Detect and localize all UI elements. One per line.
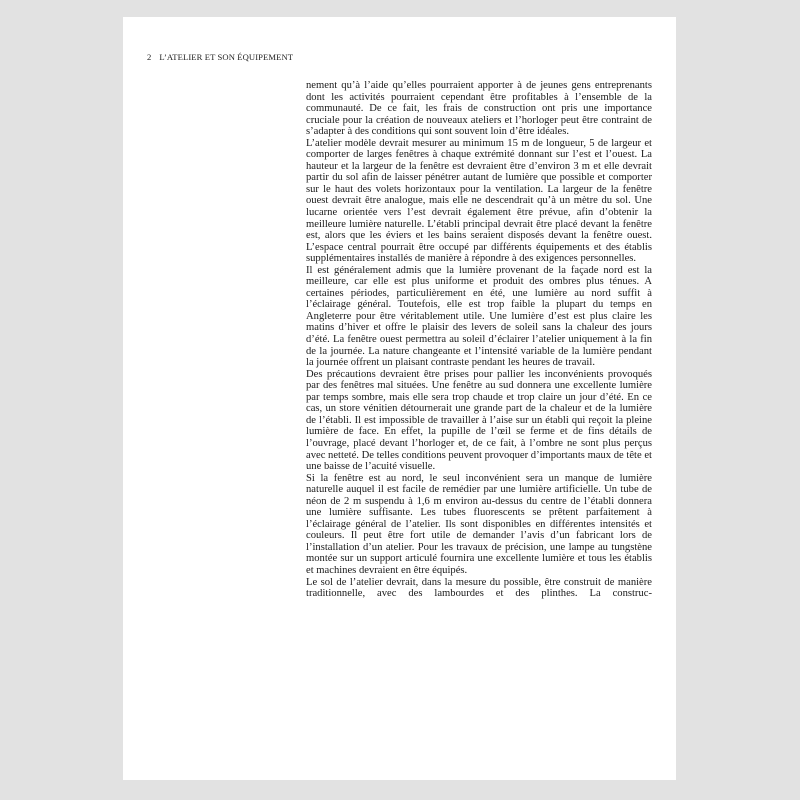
document-page (123, 17, 676, 780)
body-text (306, 80, 652, 600)
paragraph: Des précautions devraient être prises pour pallier les inconvénients provoqués par des fenêtres mal situées. Une fenêtre au sud donnera une excellente lumière par temps sombre, mais elle sera trop chaude et trop claire un jour d’été. En ce cas, un store vénitien détournerait une grande part de la chaleur et de la lumière de l’établi. Il est impossible de travailler à l’aise sur un établi qui reçoit la pleine lumière de face. En effet, la pupille de l’œil se ferme et de fins détails de l’ouvrage, placé devant l’horloger et, de ce fait, à l’ombre ne sont plus perçus avec netteté. De telles conditions peuvent provoquer d’importants maux de tête et une baisse de l’acuité visuelle. (306, 368, 652, 473)
paragraph: Si la fenêtre est au nord, le seul inconvénient sera un manque de lumière naturelle auquel il est facile de remédier par une lumière artificielle. Un tube de néon de 2 m suspendu à 1,6 m environ au-dessus du centre de l’établi donnera une lumière suffisante. Les tubes fluorescents se prêtent parfaitement à l’éclairage général de l’atelier. Ils sont disponibles en différentes intensités et couleurs. Il peut être fort utile de demander l’avis d’un fabricant lors de l’installation d’un atelier. Pour les travaux de précision, une lampe au tungstène montée sur un support articulé fournira une excellente lumière et tous les établis et machines devraient en être équipés. (306, 472, 652, 576)
paragraph: nement qu’à l’aide qu’elles pourraient apporter à de jeunes gens entreprenants dont les activités pourraient cependant être profitables à l’ensemble de la communauté. De ce fait, les frais de construction ont pris une importance cruciale pour la création de nouveaux ateliers et l’horloger peut être contraint de s’adapter à des conditions qui sont souvent loin d’être idéales. (306, 80, 652, 138)
paragraph: L’atelier modèle devrait mesurer au minimum 15 m de longueur, 5 de largeur et comporter de larges fenêtres à chaque extrémité donnant sur l’est et l’ouest. La hauteur et la largeur de la fenêtre est devraient être d’environ 3 m et elle devrait partir du sol afin de laisser pénétrer autant de lumière que possible et comporter sur le haut des volets horizontaux pour la ventilation. La largeur de la fenêtre ouest devrait être analogue, mais elle ne descendrait qu’à un mètre du sol. Une lucarne orientée vers l’est devrait également être prévue, afin d’obtenir la meilleure lumière naturelle. L’établi principal devrait être placé devant la fenêtre est, alors que les éviers et les bains seraient disposés devant la fenêtre ouest. L’espace central pourrait être occupé par différents équipements et des établis supplémentaires installés de manière à répondre à des exigences personnelles. (306, 137, 652, 265)
paragraph: Il est généralement admis que la lumière provenant de la façade nord est la meilleure, car elle est plus uniforme et produit des ombres plus ténues. A certaines périodes, particulièrement en été, une lumière au nord suffit à l’éclairage général. Toutefois, elle est trop faible la plupart du temps en Angleterre pour être véritablement utile. Une lumière d’est est plus claire les matins d’hiver et offre le plaisir des levers de soleil sans la chaleur des jours d’été. La fenêtre ouest permettra au soleil d’éclairer l’atelier uniquement à la fin de la journée. La nature changeante et l’intensité variable de la lumière pendant la journée offrent un plaisant contraste pendant les heures de travail. (306, 264, 652, 369)
running-header (147, 52, 293, 62)
paragraph: Le sol de l’atelier devrait, dans la mesure du possible, être construit de manière traditionnelle, avec des lambourdes et des plinthes. La construc- (306, 576, 652, 600)
page-number: 2 (147, 52, 152, 62)
running-title: L’ATELIER ET SON ÉQUIPEMENT (159, 52, 294, 62)
